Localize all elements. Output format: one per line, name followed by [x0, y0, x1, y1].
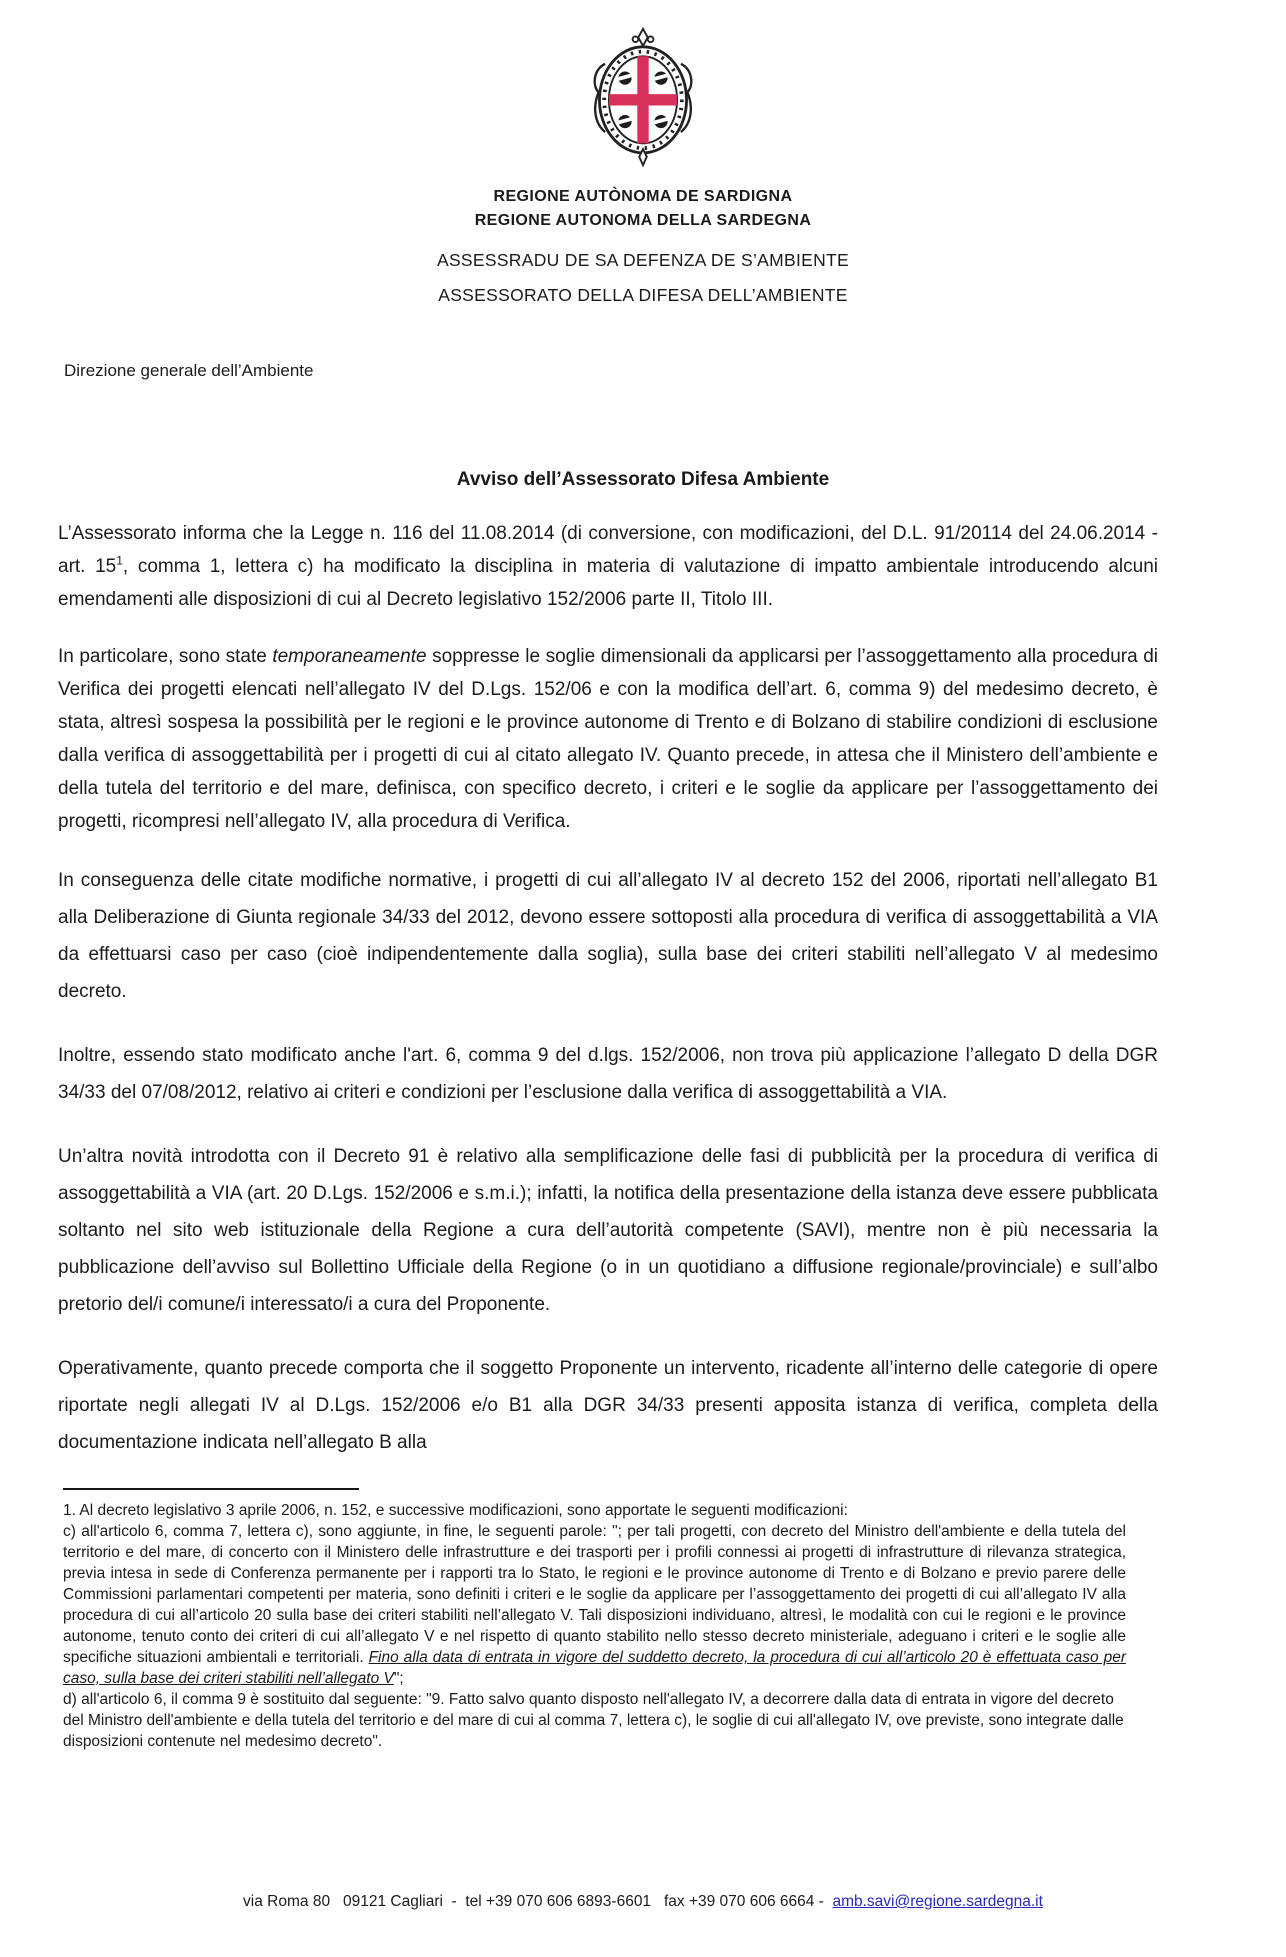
paragraph-1-text-continued: , comma 1, lettera c) ha modificato la disciplina in materia di valutazione di impatto ambientale introducendo alcuni emendamenti alle disposizioni di cui al Decreto legislativo 152/2006 parte II, Titolo III. — [58, 556, 1158, 610]
paragraph-5: Un’altra novità introdotta con il Decreto 91 è relativo alla semplificazione delle fasi di pubblicità per la procedura di verifica di assoggettabilità a VIA (art. 20 D.Lgs. 152/2006 e s.m.i.); infatti, la notifica della presentazione della istanza deve essere pubblicata soltanto nel sito web istituzionale della Regione a cura dell’autorità competente (SAVI), mentre non è più necessaria la pubblicazione dell’avviso sul Bollettino Ufficiale della Regione (o in un quotidiano a diffusione regionale/provinciale) e sull’albo pretorio del/i comune/i interessato/i a cura del Proponente. — [58, 1146, 1158, 1315]
sardinia-coat-of-arms-icon — [586, 26, 700, 173]
page-footer — [0, 1893, 1286, 1911]
footnote-point-c-closing: "; — [393, 1670, 404, 1687]
footnote-point-c-text: c) all'articolo 6, comma 7, lettera c), sono aggiunte, in fine, le seguenti parole: "; per tali progetti, con decreto del Ministro dell'ambiente e della tutela del territorio e del mare, di concerto con il Ministero delle infrastrutture e dei trasporti per i profili connessi ai progetti di infrastrutture di rilevanza strategica, previa intesa in sede di Conferenza permanente per i rapporti tra lo Stato, le regioni e le province autonome di Trento e di Bolzano e previo parere delle Commissioni parlamentari competenti per materia, sono definiti i criteri e le soglie da applicare per l’assoggettamento dei progetti di cui all’allegato IV alla procedura di cui all’articolo 20 sulla base dei criteri stabiliti nell’allegato V. Tali disposizioni individuano, altresì, le modalità con cui le regioni e le province autonome, tenuto conto dei criteri di cui all’allegato V e nel rispetto di quanto stabilito nello stesso decreto ministeriale, adeguano i criteri e le soglie alle specifiche situazioni ambientali e territoriali. — [63, 1523, 1126, 1666]
footnote-intro: 1. Al decreto legislativo 3 aprile 2006, n. 152, e successive modificazioni, sono apportate le seguenti modificazioni: — [63, 1502, 848, 1519]
paragraph-2-text-continued: soppresse le soglie dimensionali da applicarsi per l’assoggettamento alla procedura di Verifica dei progetti elencati nell’allegato IV del D.Lgs. 152/06 e con la modifica dell’art. 6, comma 9) del medesimo decreto, è stata, altresì sospesa la possibilità per le regioni e le province autonome di Trento e di Bolzano di stabilire condizioni di esclusione dalla verifica di assoggettabilità per i progetti di cui al citato allegato IV. Quanto precede, in attesa che il Ministero dell’ambiente e della tutela del territorio e del mare, definisca, con specifico decreto, i criteri e le soglie da applicare per l’assoggettamento dei progetti, ricompresi nell’allegato IV, alla procedura di Verifica. — [58, 646, 1158, 832]
footnote-point-c-emphasis: Fino alla data di entrata in vigore del suddetto decreto, la procedura di cui all’articolo 20 è effettuata caso per caso, sulla base dei criteri stabiliti nell’allegato V — [63, 1649, 1126, 1687]
region-name-sardinian: REGIONE AUTÒNOMA DE SARDIGNA — [493, 188, 793, 205]
paragraph-2-text: In particolare, sono state — [58, 646, 273, 667]
direction-general-label: Direzione generale dell’Ambiente — [64, 361, 314, 380]
paragraph-4: Inoltre, essendo stato modificato anche l'art. 6, comma 9 del d.lgs. 152/2006, non trova più applicazione l’allegato D della DGR 34/33 del 07/08/2012, relativo ai criteri e condizioni per l’esclusione dalla verifica di assoggettabilità a VIA. — [58, 1045, 1158, 1103]
paragraph-3: In conseguenza delle citate modifiche normative, i progetti di cui all’allegato IV al decreto 152 del 2006, riportati nell’allegato B1 alla Deliberazione di Giunta regionale 34/33 del 2012, devono essere sottoposti alla procedura di verifica di assoggettabilità a VIA da effettuarsi caso per caso (cioè indipendentemente dalla soglia), sulla base dei criteri stabiliti nell’allegato V al medesimo decreto. — [58, 870, 1158, 1002]
region-name-italian: REGIONE AUTONOMA DELLA SARDEGNA — [474, 212, 812, 229]
department-name-sardinian: ASSESSRADU DE SA DEFENZA DE S’AMBIENTE — [436, 250, 850, 270]
department-name-italian: ASSESSORATO DELLA DIFESA DELL’AMBIENTE — [438, 285, 848, 305]
paragraph-2 — [58, 640, 1158, 838]
footer-address: via Roma 80 09121 Cagliari - tel +39 070 606 6893-6601 fax +39 070 606 6664 - — [243, 1893, 833, 1910]
notice-title: Avviso dell’Assessorato Difesa Ambiente — [456, 469, 830, 490]
footnote-reference-1: 1 — [116, 553, 123, 568]
paragraph-1 — [58, 517, 1158, 616]
header-logo-wrap — [0, 0, 1286, 173]
footnote-section — [63, 1488, 1126, 1752]
footnote-separator — [63, 1488, 359, 1490]
paragraph-2-italic-word: temporaneamente — [272, 646, 427, 667]
paragraph-1-text: L’Assessorato informa che la Legge n. 116 del 11.08.2014 (di conversione, con modificazioni, del D.L. 91/20114 del 24.06.2014 - art. 15 — [58, 523, 1158, 577]
footnote-point-d: d) all'articolo 6, il comma 9 è sostituito dal seguente: "9. Fatto salvo quanto disposto nell'allegato IV, a decorrere dalla data di entrata in vigore del decreto del Ministro dell'ambiente e della tutela del territorio e del mare di cui al comma 7, lettera c), le soglie di cui all'allegato IV, ove previste, sono integrate dalle disposizioni contenute nel medesimo decreto". — [63, 1691, 1124, 1750]
paragraph-6: Operativamente, quanto precede comporta che il soggetto Proponente un intervento, ricadente all’interno delle categorie di opere riportate negli allegati IV al D.Lgs. 152/2006 e/o B1 alla DGR 34/33 presenti apposita istanza di verifica, completa della documentazione indicata nell’allegato B alla — [58, 1358, 1158, 1453]
footnote-point-c — [63, 1521, 1126, 1689]
header-titles — [0, 185, 1286, 313]
footer-email-link[interactable]: amb.savi@regione.sardegna.it — [832, 1893, 1043, 1910]
notice-body — [58, 517, 1158, 1461]
